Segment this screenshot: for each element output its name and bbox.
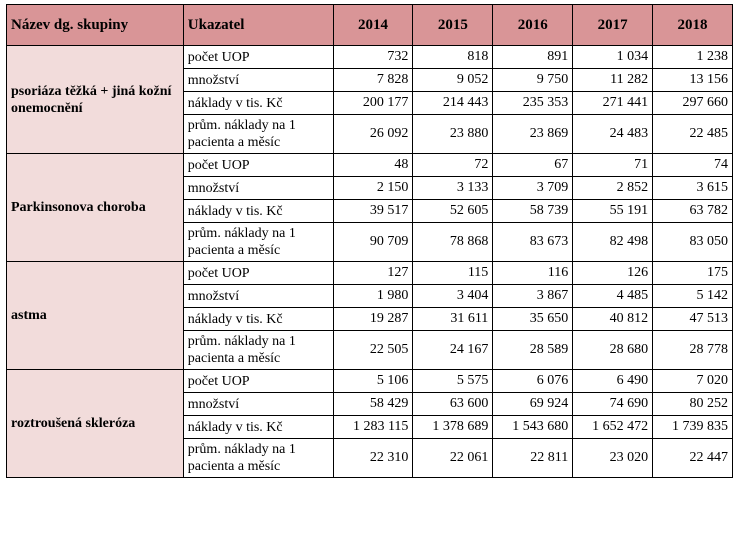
value-cell: 39 517 [333,200,413,223]
value-cell: 83 673 [493,223,573,262]
table-row [7,262,733,285]
value-cell: 74 690 [573,393,653,416]
table-row [7,154,733,177]
value-cell: 55 191 [573,200,653,223]
value-cell: 3 867 [493,285,573,308]
value-cell: 6 490 [573,370,653,393]
data-table [6,4,733,478]
value-cell: 63 600 [413,393,493,416]
value-cell: 1 283 115 [333,416,413,439]
value-cell: 214 443 [413,92,493,115]
value-cell: 23 880 [413,115,493,154]
value-cell: 23 020 [573,439,653,478]
table-row [7,370,733,393]
value-cell: 28 680 [573,331,653,370]
value-cell: 9 750 [493,69,573,92]
value-cell: 28 778 [653,331,733,370]
value-cell: 1 034 [573,46,653,69]
header-year: 2016 [493,5,573,46]
value-cell: 6 076 [493,370,573,393]
indicator-label: množství [183,285,333,308]
value-cell: 3 615 [653,177,733,200]
value-cell: 9 052 [413,69,493,92]
value-cell: 2 852 [573,177,653,200]
value-cell: 74 [653,154,733,177]
value-cell: 58 739 [493,200,573,223]
header-year: 2014 [333,5,413,46]
value-cell: 22 811 [493,439,573,478]
value-cell: 3 133 [413,177,493,200]
value-cell: 4 485 [573,285,653,308]
value-cell: 78 868 [413,223,493,262]
value-cell: 67 [493,154,573,177]
value-cell: 35 650 [493,308,573,331]
value-cell: 200 177 [333,92,413,115]
value-cell: 48 [333,154,413,177]
value-cell: 115 [413,262,493,285]
value-cell: 116 [493,262,573,285]
header-year: 2018 [653,5,733,46]
value-cell: 126 [573,262,653,285]
group-name-cell: psoriáza těžká + jiná kožní onemocnění [7,46,184,154]
value-cell: 47 513 [653,308,733,331]
value-cell: 26 092 [333,115,413,154]
value-cell: 22 505 [333,331,413,370]
table-row [7,46,733,69]
value-cell: 1 980 [333,285,413,308]
indicator-label: množství [183,393,333,416]
value-cell: 7 828 [333,69,413,92]
value-cell: 5 106 [333,370,413,393]
value-cell: 1 652 472 [573,416,653,439]
header-group: Název dg. skupiny [7,5,184,46]
value-cell: 90 709 [333,223,413,262]
indicator-label: prům. náklady na 1 pacienta a měsíc [183,115,333,154]
value-cell: 5 575 [413,370,493,393]
value-cell: 2 150 [333,177,413,200]
value-cell: 71 [573,154,653,177]
value-cell: 818 [413,46,493,69]
group-name-cell: Parkinsonova choroba [7,154,184,262]
indicator-label: počet UOP [183,46,333,69]
value-cell: 28 589 [493,331,573,370]
value-cell: 3 709 [493,177,573,200]
value-cell: 22 447 [653,439,733,478]
indicator-label: počet UOP [183,262,333,285]
header-year: 2017 [573,5,653,46]
value-cell: 271 441 [573,92,653,115]
table-body [7,46,733,478]
value-cell: 58 429 [333,393,413,416]
value-cell: 22 061 [413,439,493,478]
value-cell: 52 605 [413,200,493,223]
indicator-label: počet UOP [183,154,333,177]
value-cell: 22 485 [653,115,733,154]
value-cell: 732 [333,46,413,69]
indicator-label: množství [183,69,333,92]
value-cell: 22 310 [333,439,413,478]
value-cell: 80 252 [653,393,733,416]
value-cell: 11 282 [573,69,653,92]
value-cell: 891 [493,46,573,69]
value-cell: 23 869 [493,115,573,154]
value-cell: 63 782 [653,200,733,223]
value-cell: 5 142 [653,285,733,308]
group-name-cell: roztroušená skleróza [7,370,184,478]
value-cell: 297 660 [653,92,733,115]
indicator-label: náklady v tis. Kč [183,200,333,223]
indicator-label: náklady v tis. Kč [183,308,333,331]
value-cell: 24 167 [413,331,493,370]
indicator-label: počet UOP [183,370,333,393]
indicator-label: množství [183,177,333,200]
value-cell: 72 [413,154,493,177]
value-cell: 7 020 [653,370,733,393]
indicator-label: prům. náklady na 1 pacienta a měsíc [183,223,333,262]
value-cell: 19 287 [333,308,413,331]
value-cell: 83 050 [653,223,733,262]
value-cell: 82 498 [573,223,653,262]
value-cell: 1 238 [653,46,733,69]
value-cell: 1 739 835 [653,416,733,439]
header-indicator: Ukazatel [183,5,333,46]
group-name-cell: astma [7,262,184,370]
value-cell: 1 378 689 [413,416,493,439]
value-cell: 40 812 [573,308,653,331]
value-cell: 31 611 [413,308,493,331]
indicator-label: náklady v tis. Kč [183,416,333,439]
indicator-label: náklady v tis. Kč [183,92,333,115]
value-cell: 235 353 [493,92,573,115]
value-cell: 13 156 [653,69,733,92]
value-cell: 24 483 [573,115,653,154]
value-cell: 3 404 [413,285,493,308]
value-cell: 69 924 [493,393,573,416]
header-row [7,5,733,46]
value-cell: 127 [333,262,413,285]
indicator-label: prům. náklady na 1 pacienta a měsíc [183,331,333,370]
header-year: 2015 [413,5,493,46]
indicator-label: prům. náklady na 1 pacienta a měsíc [183,439,333,478]
value-cell: 175 [653,262,733,285]
value-cell: 1 543 680 [493,416,573,439]
